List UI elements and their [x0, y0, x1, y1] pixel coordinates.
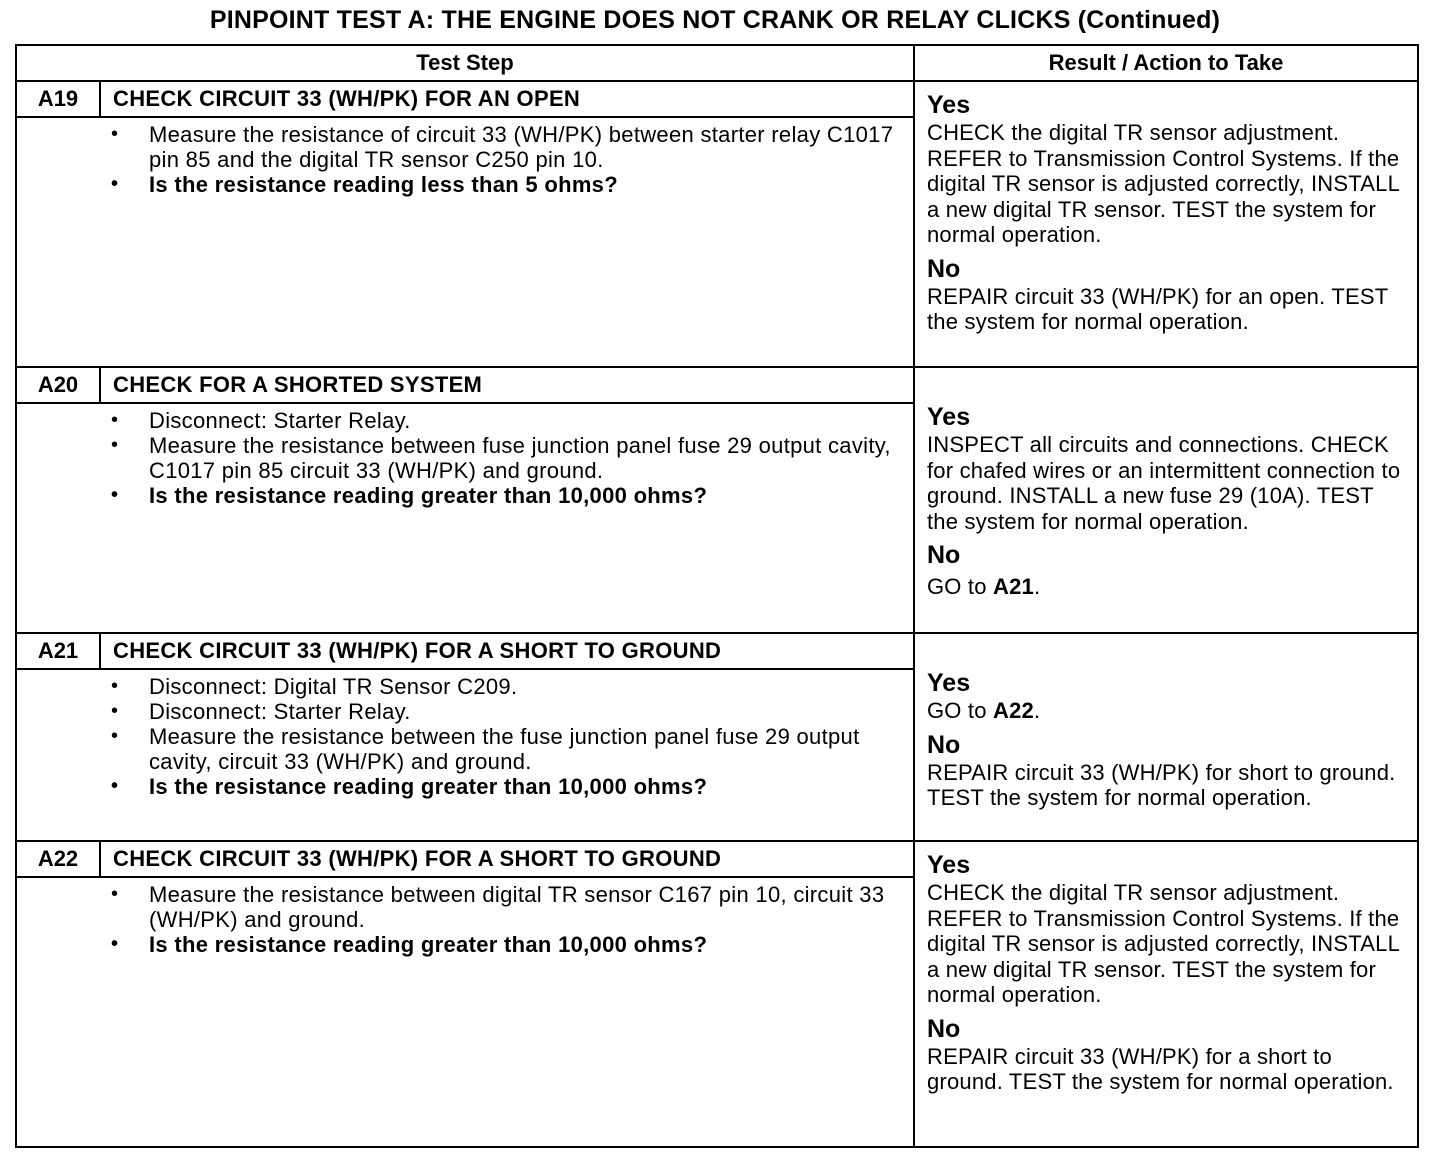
list-item: • Measure the resistance between the fuse junction panel fuse 29 output cavity, circuit 33 (WH/PK) and ground.: [111, 724, 860, 774]
no-label: No: [927, 1014, 961, 1043]
table-row: [16, 81, 1418, 367]
step-header: [17, 368, 913, 404]
yes-label: Yes: [927, 91, 971, 119]
step-cell: [16, 633, 914, 841]
result-cell: [914, 81, 1418, 367]
step-reference-link[interactable]: A21: [993, 574, 1034, 599]
step-body: [17, 404, 913, 508]
no-label: No: [927, 541, 961, 569]
table-header-row: [16, 45, 1418, 81]
yes-action: GO to A22.: [927, 698, 1041, 723]
step-header: [17, 634, 913, 670]
result-header: Result / Action to Take: [914, 45, 1418, 81]
yes-label: Yes: [927, 851, 971, 879]
result-cell: [914, 841, 1418, 1147]
step-body: [17, 878, 913, 957]
list-item: • Disconnect: Starter Relay.: [111, 699, 411, 724]
step-header: [17, 82, 913, 118]
step-question: • Is the resistance reading greater than 10,000 ohms?: [111, 774, 708, 799]
step-id: A19: [17, 82, 101, 116]
step-question: • Is the resistance reading greater than 10,000 ohms?: [111, 932, 708, 957]
no-action: REPAIR circuit 33 (WH/PK) for a short to ground. TEST the system for normal operation.: [927, 1043, 1394, 1094]
result-cell: [914, 633, 1418, 841]
step-body: [17, 118, 913, 197]
list-item: • Measure the resistance of circuit 33 (WH/PK) between starter relay C1017 pin 85 and the digital TR sensor C250 pin 10.: [111, 122, 894, 172]
pinpoint-test-table: [15, 44, 1419, 1148]
step-cell: [16, 841, 914, 1147]
step-title: CHECK CIRCUIT 33 (WH/PK) FOR A SHORT TO GROUND: [113, 846, 722, 871]
step-id: A22: [17, 842, 101, 876]
step-title: CHECK FOR A SHORTED SYSTEM: [113, 372, 483, 397]
step-cell: [16, 367, 914, 633]
step-question: • Is the resistance reading greater than 10,000 ohms?: [111, 483, 708, 508]
step-title: CHECK CIRCUIT 33 (WH/PK) FOR AN OPEN: [113, 86, 581, 111]
yes-label: Yes: [927, 403, 971, 431]
step-question: • Is the resistance reading less than 5 ohms?: [111, 172, 618, 197]
yes-action: CHECK the digital TR sensor adjustment. REFER to Transmission Control Systems. If the digital TR sensor is adjusted correctly, INSTALL a new digital TR sensor. TEST the system for normal operation.: [927, 880, 1400, 1007]
step-reference-link[interactable]: A22: [993, 698, 1034, 723]
step-header: [17, 842, 913, 878]
step-cell: [16, 81, 914, 367]
table-row: [16, 367, 1418, 633]
step-title: CHECK CIRCUIT 33 (WH/PK) FOR A SHORT TO GROUND: [113, 638, 722, 663]
yes-action: CHECK the digital TR sensor adjustment. REFER to Transmission Control Systems. If the digital TR sensor is adjusted correctly, INSTALL a new digital TR sensor. TEST the system for normal operation.: [927, 120, 1400, 247]
table-row: [16, 633, 1418, 841]
step-body: [17, 670, 913, 799]
no-action: REPAIR circuit 33 (WH/PK) for short to ground. TEST the system for normal operation.: [927, 759, 1396, 810]
list-item: • Measure the resistance between digital TR sensor C167 pin 10, circuit 33 (WH/PK) and ground.: [111, 882, 885, 932]
yes-action: INSPECT all circuits and connections. CHECK for chafed wires or an intermittent connection to ground. INSTALL a new fuse 29 (10A). TEST the system for normal operation.: [927, 432, 1401, 534]
no-label: No: [927, 254, 961, 283]
result-cell: [914, 367, 1418, 633]
list-item: • Measure the resistance between fuse junction panel fuse 29 output cavity, C1017 pin 85 circuit 33 (WH/PK) and ground.: [111, 433, 891, 483]
table-row: [16, 841, 1418, 1147]
page-title: PINPOINT TEST A: THE ENGINE DOES NOT CRANK OR RELAY CLICKS (Continued): [209, 6, 1221, 34]
no-label: No: [927, 730, 961, 759]
step-id: A21: [17, 634, 101, 668]
yes-label: Yes: [927, 669, 971, 697]
step-id: A20: [17, 368, 101, 402]
list-item: • Disconnect: Starter Relay.: [111, 408, 411, 433]
test-step-header: Test Step: [16, 45, 914, 81]
no-action: GO to A21.: [927, 574, 1041, 599]
no-action: REPAIR circuit 33 (WH/PK) for an open. TEST the system for normal operation.: [927, 283, 1388, 334]
list-item: • Disconnect: Digital TR Sensor C209.: [111, 674, 518, 699]
